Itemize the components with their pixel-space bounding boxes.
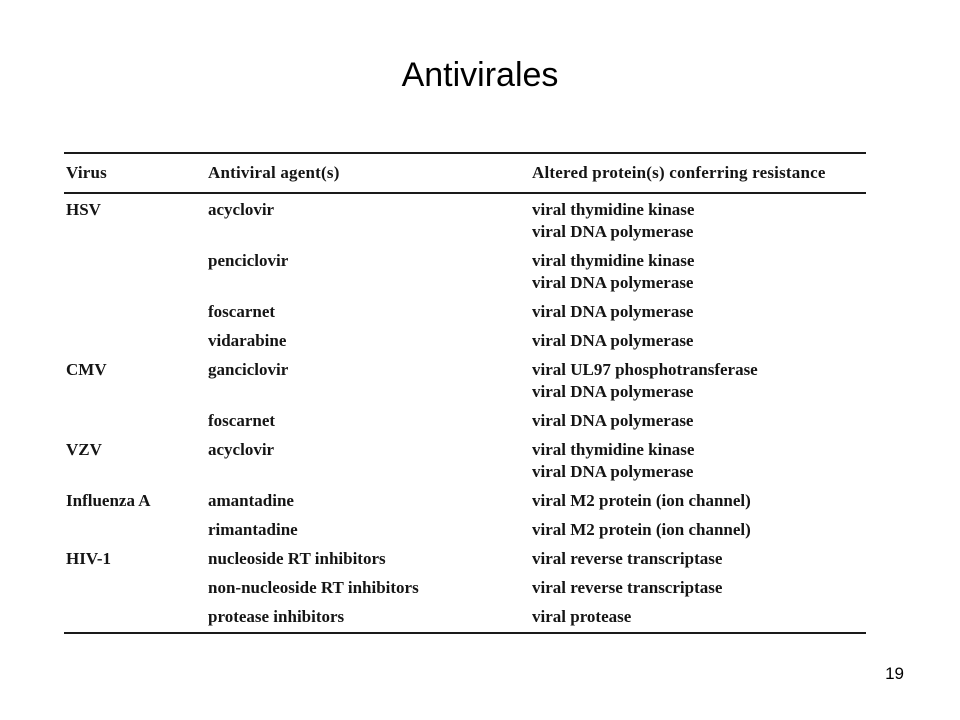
- protein-line: viral M2 protein (ion channel): [532, 491, 751, 510]
- cell-antiviral-agent: amantadine: [208, 491, 294, 510]
- protein-line: viral reverse transcriptase: [532, 549, 723, 568]
- protein-line: viral thymidine kinase: [532, 200, 695, 219]
- cell-altered-proteins: [532, 359, 866, 403]
- cell-antiviral-agent: rimantadine: [208, 520, 298, 539]
- table-row: [64, 296, 866, 325]
- cell-altered-proteins: [532, 548, 866, 570]
- cell-altered-proteins: [532, 330, 866, 352]
- cell-antiviral-agent: protease inhibitors: [208, 607, 345, 626]
- cell-altered-proteins: [532, 410, 866, 432]
- cell-antiviral-agent: vidarabine: [208, 331, 287, 350]
- table-bottom-rule: [64, 632, 866, 634]
- protein-line: viral DNA polymerase: [532, 462, 694, 481]
- protein-line: viral protease: [532, 607, 632, 626]
- cell-altered-proteins: [532, 519, 866, 541]
- table-row: [64, 514, 866, 543]
- cell-altered-proteins: [532, 577, 866, 599]
- protein-line: viral thymidine kinase: [532, 251, 695, 270]
- resistance-table: [64, 152, 866, 634]
- cell-altered-proteins: [532, 439, 866, 483]
- cell-virus: CMV: [66, 360, 107, 379]
- table-row: [64, 601, 866, 632]
- cell-altered-proteins: [532, 250, 866, 294]
- cell-virus: Influenza A: [66, 491, 151, 510]
- cell-antiviral-agent: foscarnet: [208, 411, 276, 430]
- table-row: [64, 434, 866, 485]
- table-row: [64, 405, 866, 434]
- protein-line: viral DNA polymerase: [532, 411, 694, 430]
- cell-altered-proteins: [532, 490, 866, 512]
- cell-virus: VZV: [66, 440, 102, 459]
- cell-altered-proteins: [532, 606, 866, 628]
- table-row: [64, 485, 866, 514]
- cell-antiviral-agent: acyclovir: [208, 200, 275, 219]
- slide-title: Antivirales: [401, 56, 559, 94]
- table-body: [64, 194, 866, 632]
- cell-antiviral-agent: penciclovir: [208, 251, 289, 270]
- cell-antiviral-agent: nucleoside RT inhibitors: [208, 549, 386, 568]
- protein-line: viral DNA polymerase: [532, 302, 694, 321]
- table-row: [64, 543, 866, 572]
- table-row: [64, 325, 866, 354]
- cell-antiviral-agent: acyclovir: [208, 440, 275, 459]
- header-antiviral-agent: Antiviral agent(s): [208, 163, 340, 182]
- table-row: [64, 354, 866, 405]
- header-altered-protein: Altered protein(s) conferring resistance: [532, 163, 826, 182]
- table-row: [64, 245, 866, 296]
- header-virus: Virus: [66, 163, 107, 182]
- page-number: 19: [885, 664, 904, 683]
- protein-line: viral DNA polymerase: [532, 222, 694, 241]
- protein-line: viral M2 protein (ion channel): [532, 520, 751, 539]
- table-header-row: [64, 154, 866, 192]
- cell-virus: HIV-1: [66, 549, 112, 568]
- protein-line: viral DNA polymerase: [532, 331, 694, 350]
- table-row: [64, 194, 866, 245]
- protein-line: viral thymidine kinase: [532, 440, 695, 459]
- protein-line: viral reverse transcriptase: [532, 578, 723, 597]
- cell-altered-proteins: [532, 301, 866, 323]
- cell-antiviral-agent: non-nucleoside RT inhibitors: [208, 578, 419, 597]
- protein-line: viral DNA polymerase: [532, 382, 694, 401]
- cell-altered-proteins: [532, 199, 866, 243]
- protein-line: viral DNA polymerase: [532, 273, 694, 292]
- protein-line: viral UL97 phosphotransferase: [532, 360, 758, 379]
- cell-antiviral-agent: foscarnet: [208, 302, 276, 321]
- table-row: [64, 572, 866, 601]
- cell-antiviral-agent: ganciclovir: [208, 360, 289, 379]
- cell-virus: HSV: [66, 200, 101, 219]
